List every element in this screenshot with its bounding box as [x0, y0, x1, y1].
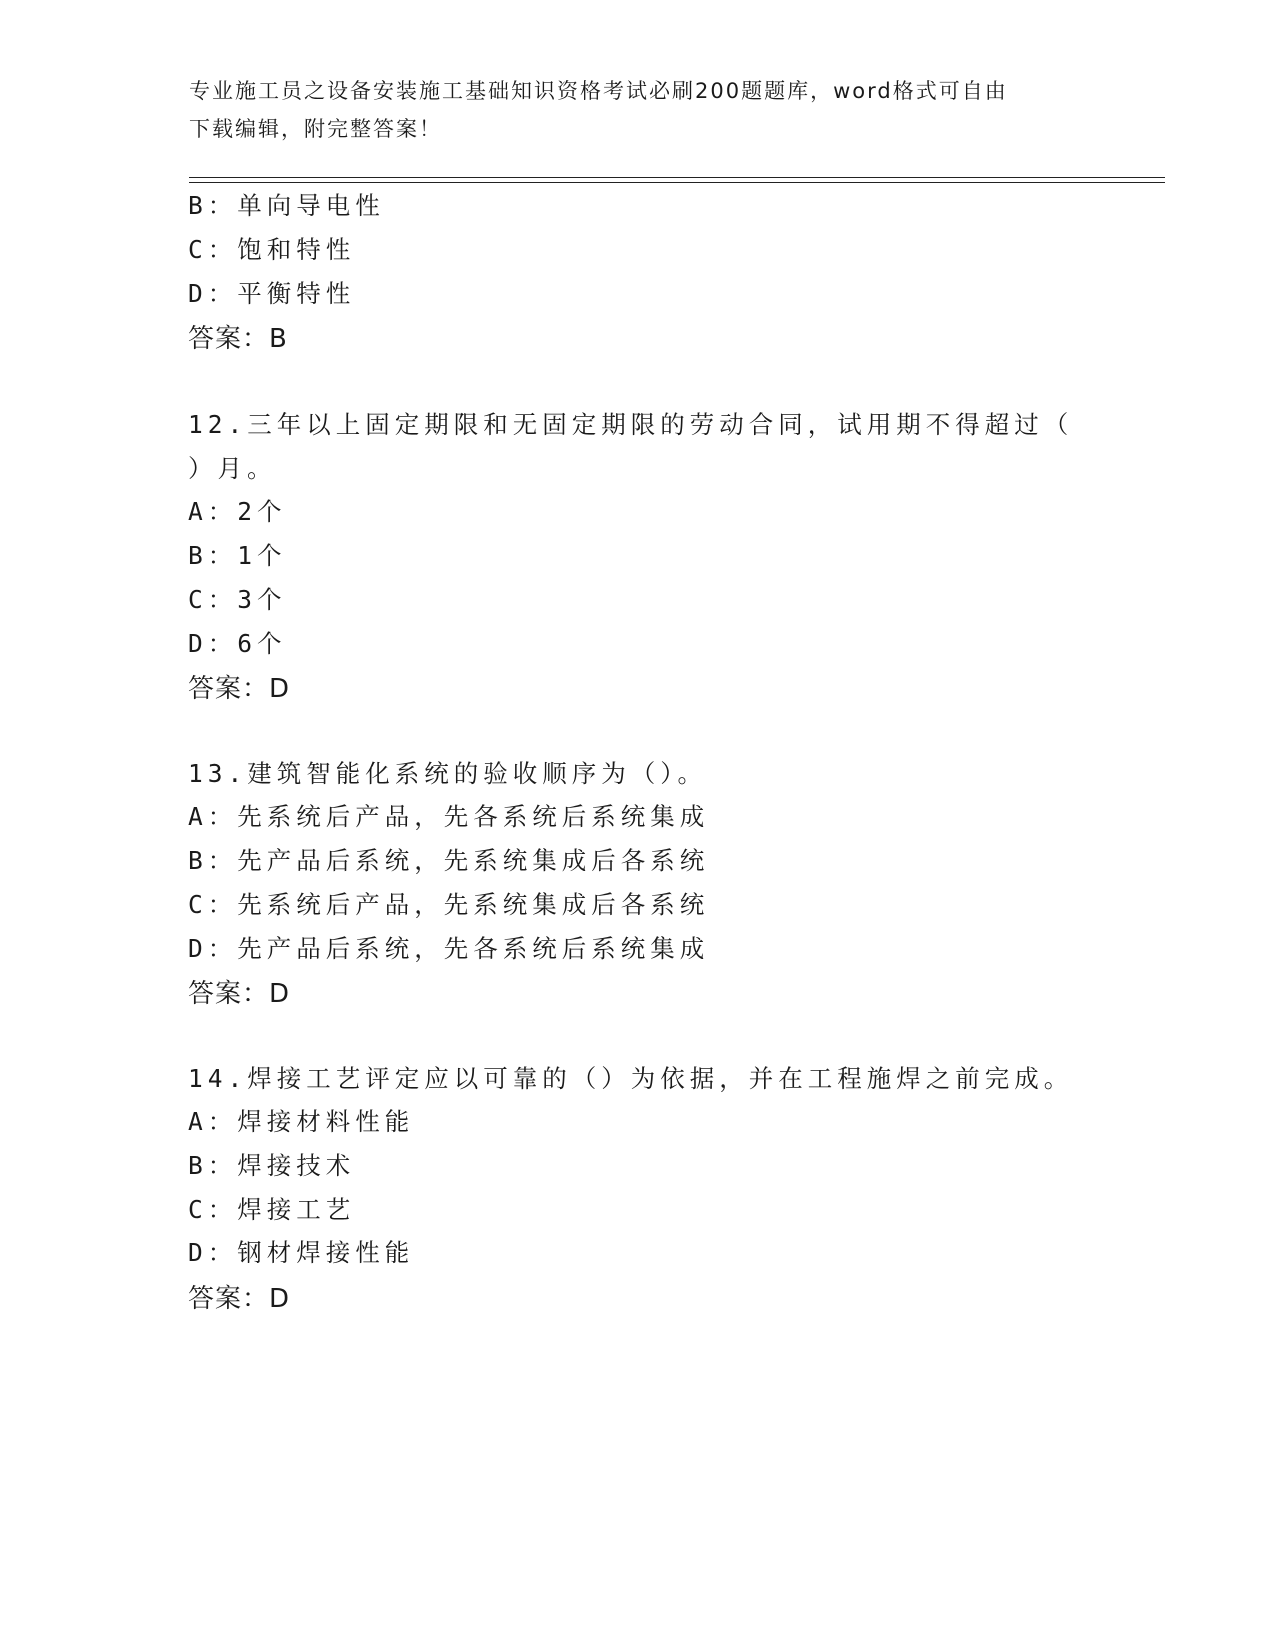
q13-option-a: A：先系统后产品，先各系统后系统集成 [188, 802, 710, 831]
header-line-2: 下载编辑，附完整答案！ [189, 117, 442, 141]
q12-option-d: D：6个 [188, 629, 287, 658]
q14-stem: 14.焊接工艺评定应以可靠的（）为依据，并在工程施焊之前完成。 [188, 1064, 1074, 1093]
document-header [189, 72, 1089, 148]
q14-option-b: B：焊接技术 [188, 1151, 356, 1180]
q12-option-a: A：2个 [188, 497, 287, 526]
q13-stem: 13.建筑智能化系统的验收顺序为（）。 [188, 759, 707, 788]
header-divider-bottom [189, 182, 1165, 183]
q12-answer: 答案：D [188, 674, 291, 704]
q14-option-a: A：焊接材料性能 [188, 1107, 415, 1136]
q13-option-b: B：先产品后系统，先系统集成后各系统 [188, 846, 710, 875]
q11-option-b: B：单向导电性 [188, 191, 385, 220]
q13-option-d: D：先产品后系统，先各系统后系统集成 [188, 934, 710, 963]
q13-option-c: C：先系统后产品，先系统集成后各系统 [188, 890, 710, 919]
q12-stem-line-1: 12.三年以上固定期限和无固定期限的劳动合同，试用期不得超过（ [188, 410, 1074, 439]
q14-option-d: D：钢材焊接性能 [188, 1238, 415, 1267]
q11-option-c: C：饱和特性 [188, 235, 356, 264]
q12-option-b: B：1个 [188, 541, 287, 570]
q12-option-c: C：3个 [188, 585, 287, 614]
header-line-1: 专业施工员之设备安装施工基础知识资格考试必刷200题题库，word格式可自由 [189, 79, 1008, 103]
q11-answer: 答案：B [188, 324, 288, 354]
header-divider-top [189, 177, 1165, 178]
q11-option-d: D：平衡特性 [188, 279, 356, 308]
q13-answer: 答案：D [188, 979, 291, 1009]
q14-option-c: C：焊接工艺 [188, 1195, 356, 1224]
q12-stem-line-2: ）月。 [188, 454, 277, 483]
q14-answer: 答案：D [188, 1284, 291, 1314]
